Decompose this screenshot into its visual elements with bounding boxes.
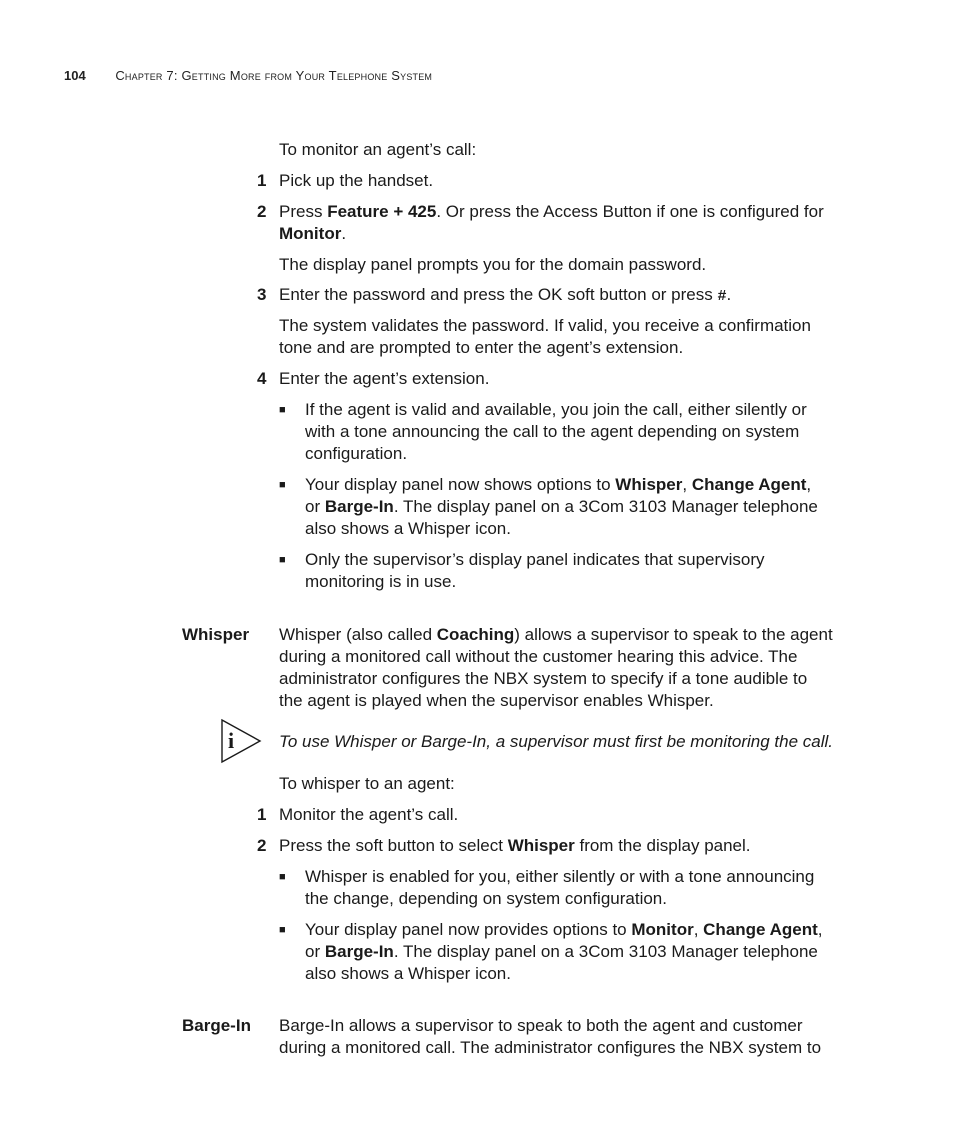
step-number: 1: [257, 805, 267, 824]
list-item: Your display panel now shows options to Whisper, Change Agent, or Barge-In. The display panel on a 3Com 3103 Manager telephone also shows a Whisper icon.: [305, 475, 818, 538]
step-note: The system validates the password. If valid, you receive a confirmation tone and are prompted to enter the agent’s extension.: [279, 316, 811, 357]
info-icon: [220, 718, 262, 769]
page-number: 104: [64, 68, 86, 83]
step-number: 3: [257, 285, 267, 304]
svg-text:i: i: [228, 728, 235, 753]
bullet-icon: ■: [279, 554, 286, 566]
list-item: If the agent is valid and available, you join the call, either silently or with a tone announcing the call to the agent depending on system configuration.: [305, 400, 807, 463]
section-heading-barge-in: Barge-In: [182, 1016, 251, 1035]
chapter-title: Chapter 7: Getting More from Your Telephone System: [115, 68, 433, 83]
step-number: 1: [257, 171, 267, 190]
list-item: Whisper is enabled for you, either silently or with a tone announcing the change, depending on system configuration.: [305, 867, 815, 908]
step-number: 2: [257, 836, 267, 855]
section-heading-whisper: Whisper: [182, 625, 250, 644]
bullet-icon: ■: [279, 479, 286, 491]
step-text: Enter the agent’s extension.: [279, 369, 490, 388]
step-text: Enter the password and press the OK soft button or press #.: [279, 285, 732, 305]
step-text: Press the soft button to select Whisper from the display panel.: [279, 836, 751, 855]
bullet-icon: ■: [279, 871, 286, 883]
list-item: Only the supervisor’s display panel indicates that supervisory monitoring is in use.: [305, 550, 765, 591]
whisper-intro: To whisper to an agent:: [279, 774, 455, 793]
bullet-icon: ■: [279, 924, 286, 936]
bullet-icon: ■: [279, 404, 286, 416]
step-number: 4: [257, 369, 267, 388]
step-note: The display panel prompts you for the domain password.: [279, 255, 707, 274]
step-number: 2: [257, 202, 267, 221]
step-text: Pick up the handset.: [279, 171, 434, 190]
running-header: [64, 68, 432, 83]
barge-in-description: Barge-In allows a supervisor to speak to both the agent and customer during a monitored call. The administrator configures the NBX system to: [279, 1016, 822, 1057]
step-text: Monitor the agent’s call.: [279, 805, 459, 824]
step-text: Press Feature + 425. Or press the Access Button if one is configured for Monitor.: [279, 202, 824, 243]
note-text: To use Whisper or Barge-In, a supervisor must first be monitoring the call.: [279, 732, 833, 751]
monitor-intro: To monitor an agent’s call:: [279, 140, 477, 159]
list-item: Your display panel now provides options to Monitor, Change Agent, or Barge-In. The display panel on a 3Com 3103 Manager telephone also shows a Whisper icon.: [305, 920, 823, 983]
whisper-description: Whisper (also called Coaching) allows a supervisor to speak to the agent during a monitored call without the customer hearing this advice. The administrator configures the NBX system to specify if a tone audible to the agent is played when the supervisor enables Whisper.: [279, 625, 833, 710]
